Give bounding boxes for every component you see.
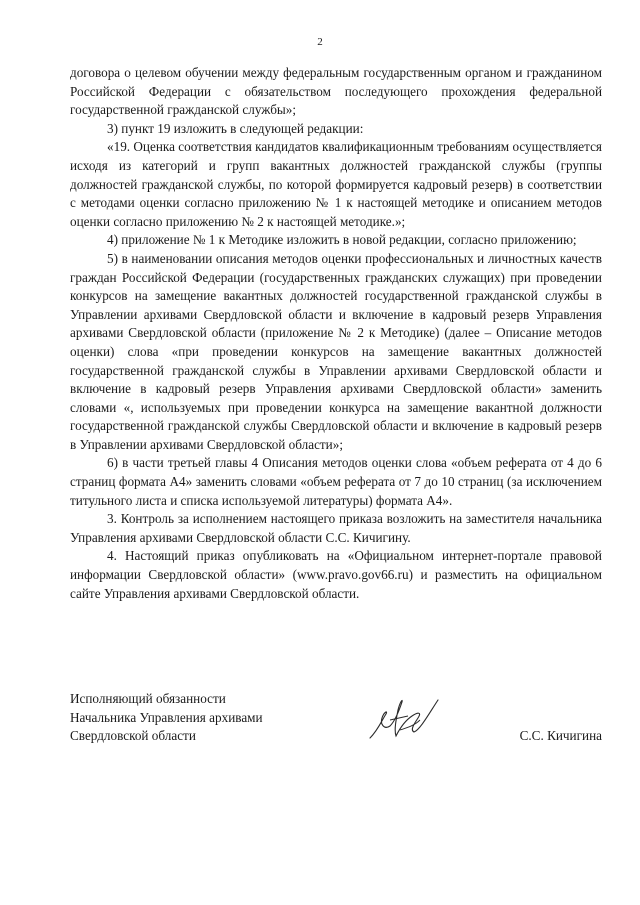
document-body bbox=[70, 64, 602, 603]
paragraph-clause-19: «19. Оценка соответствия кандидатов квалификационным требованиям осуществляется исходя из категорий и групп вакантных должностей гражданской службы (группы должностей гражданской службы, по которой формируется кадровый резерв) в соответствии с методами оценки согласно приложению № 1 к настоящей методике и описанием методов оценки согласно приложению № 2 к настоящей методике.»; bbox=[70, 139, 602, 229]
paragraph-control: 3. Контроль за исполнением настоящего приказа возложить на заместителя начальника Управления архивами Свердловской области С.С. Кичигину. bbox=[70, 511, 602, 545]
signatory-title-line: Исполняющий обязанности bbox=[70, 691, 226, 706]
paragraph-publish: 4. Настоящий приказ опубликовать на «Официальном интернет-портале правовой информации Свердловской области» (www.pravo.gov66.ru) и разместить на официальном сайте Управления архивами Свердловской области. bbox=[70, 548, 602, 601]
signatory-title bbox=[70, 690, 330, 746]
paragraph-item-4: 4) приложение № 1 к Методике изложить в новой редакции, согласно приложению; bbox=[107, 232, 577, 248]
paragraph-item-6: 6) в части третьей главы 4 Описания методов оценки слова «объем реферата от 4 до 6 страниц формата А4» заменить словами «объем реферата от 7 до 10 страниц (за исключением титульного листа и списка используемой литературы) формата А4». bbox=[70, 455, 602, 508]
signatory-name: С.С. Кичигина bbox=[519, 728, 602, 743]
signature-block bbox=[70, 690, 602, 760]
paragraph-continuation: договора о целевом обучении между федеральным государственным органом и гражданином Российской Федерации с обязательством последующего прохождения федеральной государственной гражданской службы»; bbox=[70, 65, 602, 118]
page-number: 2 bbox=[317, 36, 323, 48]
paragraph-item-3: 3) пункт 19 изложить в следующей редакции: bbox=[107, 120, 364, 136]
handwritten-signature bbox=[360, 690, 450, 750]
paragraph-item-5: 5) в наименовании описания методов оценки профессиональных и личностных качеств граждан Российской Федерации (государственных гражданских служащих) при проведении конкурсов на замещение вакантных должностей государственной гражданской службы в Управлении архивами Свердловской области и включение в кадровый резерв Управления архивами Свердловской области (приложение № 2 к Методике) (далее – Описание методов оценки) слова «при проведении конкурсов на замещение вакантных должностей государственной гражданской службы в Управлении архивами Свердловской области и включение в кадровый резерв Управления архивами Свердловской области» заменить словами «, используемых при проведении конкурса на замещение вакантной должности государственной гражданской службы Свердловской области и включение в кадровый резерв в Управлении архивами Свердловской области»; bbox=[70, 250, 602, 452]
signatory-title-line: Свердловской области bbox=[70, 728, 196, 744]
signatory-title-line: Начальника Управления архивами bbox=[70, 709, 263, 725]
